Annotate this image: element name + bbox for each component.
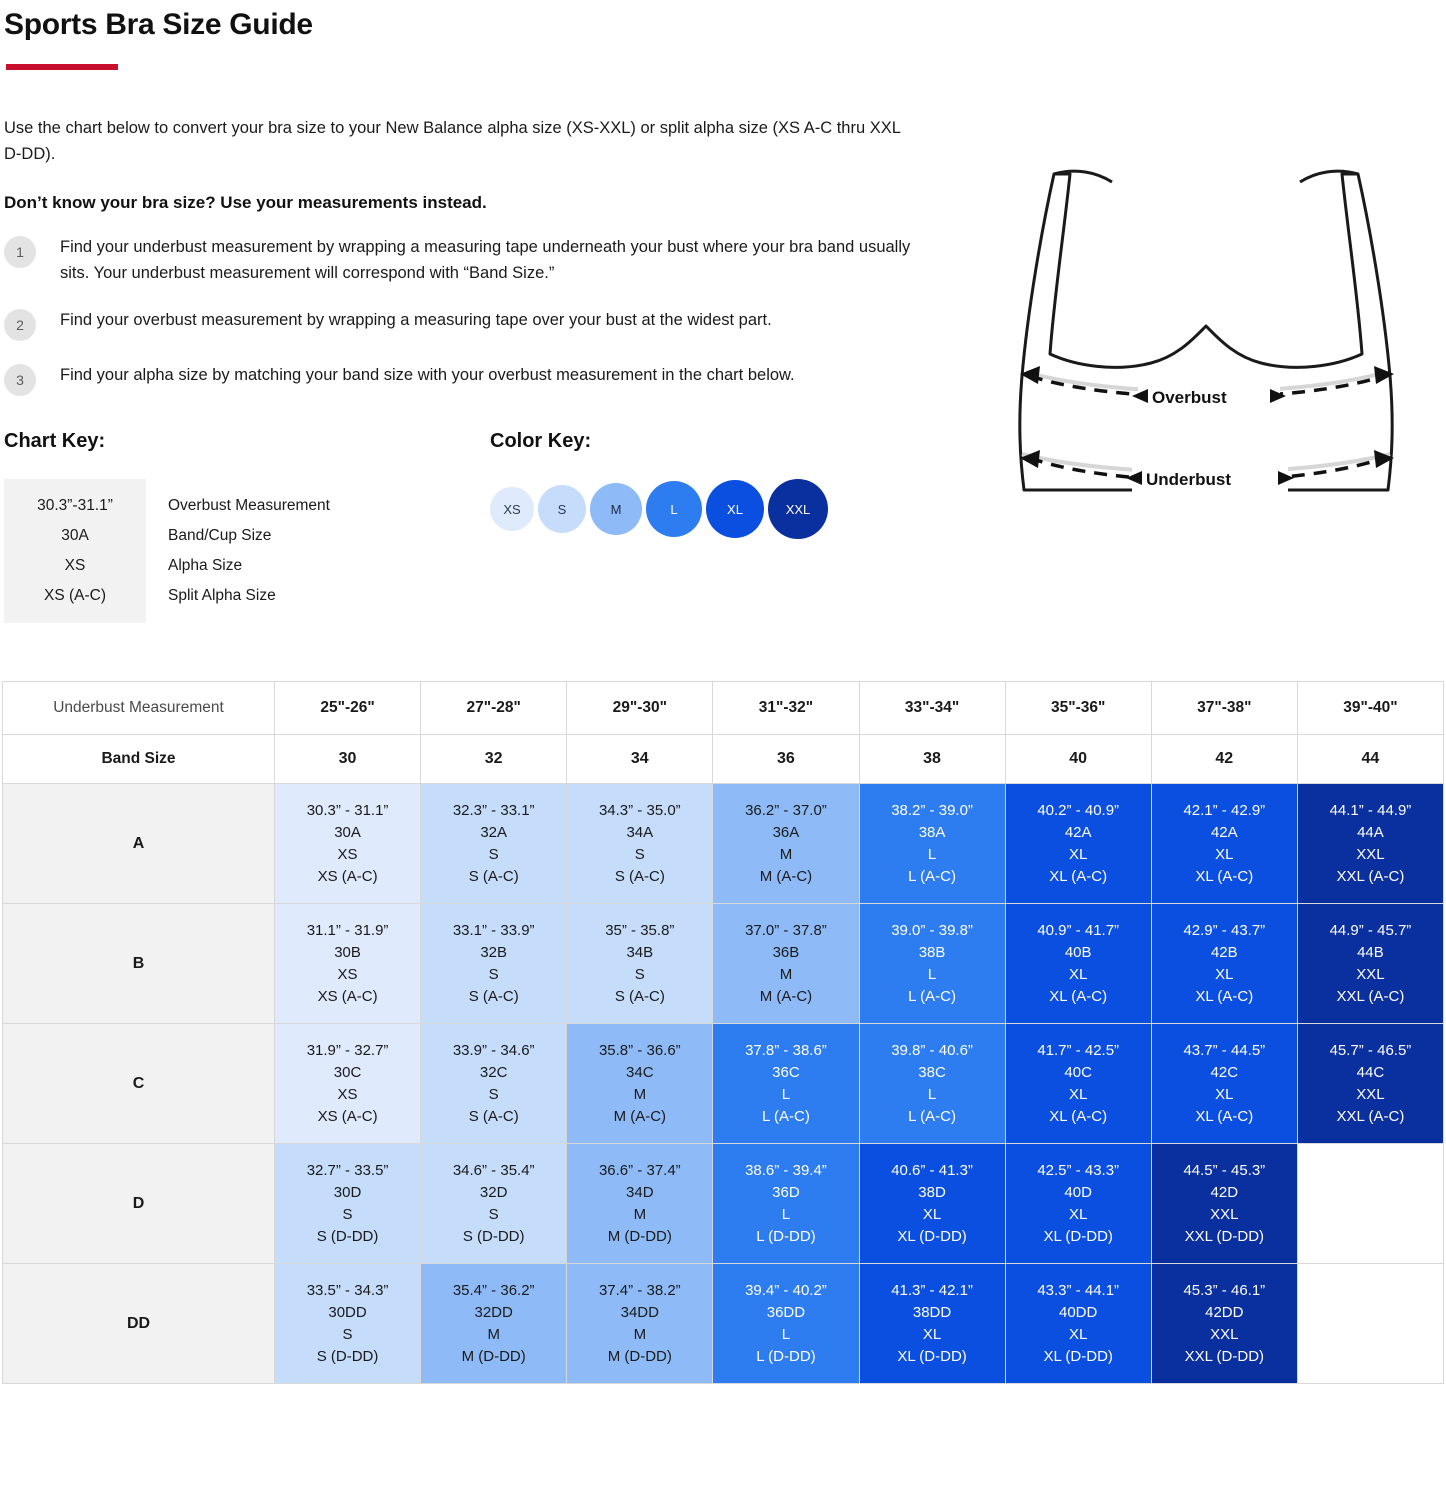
table-cell-size <box>1005 1264 1151 1384</box>
alpha-size: XL <box>1069 1205 1088 1223</box>
overbust-measurement: 39.8” - 40.6” <box>891 1042 973 1060</box>
alpha-size: L <box>927 1085 937 1103</box>
table-cell-size <box>1297 1024 1443 1144</box>
split-alpha-size: XXL (A-C) <box>1336 987 1405 1005</box>
table-cell-size <box>421 784 567 904</box>
split-alpha-size: M (A-C) <box>613 1107 667 1125</box>
underbust-range: 25"-26" <box>275 682 421 735</box>
overbust-measurement: 31.9” - 32.7” <box>306 1042 389 1060</box>
overbust-measurement: 31.1” - 31.9” <box>306 922 389 940</box>
table-cell-size <box>275 784 421 904</box>
overbust-measurement: 45.3” - 46.1” <box>1183 1282 1266 1300</box>
alpha-size: S <box>488 1205 499 1223</box>
table-cell-size <box>1151 784 1297 904</box>
band-cup-size: 32B <box>480 944 508 961</box>
split-alpha-size: S (D-DD) <box>316 1347 379 1365</box>
band-cup-size: 34DD <box>620 1304 659 1321</box>
band-cup-size: 30D <box>333 1184 362 1201</box>
band-cup-size: 34C <box>626 1064 654 1081</box>
split-alpha-size: XXL (D-DD) <box>1184 1347 1265 1365</box>
table-cell-size <box>859 1144 1005 1264</box>
overbust-measurement: 41.7” - 42.5” <box>1037 1042 1120 1060</box>
band-cup-size: 36A <box>772 824 800 841</box>
alpha-size: XS <box>337 845 358 863</box>
split-alpha-size: XXL (A-C) <box>1336 1107 1405 1125</box>
overbust-measurement: 36.6” - 37.4” <box>598 1162 681 1180</box>
split-alpha-size: S (A-C) <box>614 987 665 1005</box>
band-cup-size: 32C <box>479 1064 508 1081</box>
chart-key-heading: Chart Key: <box>4 430 106 453</box>
split-alpha-size: XXL (D-DD) <box>1184 1227 1265 1245</box>
step-text: Find your overbust measurement by wrapping a measuring tape over your bust at the widest part. <box>60 311 772 330</box>
band-cup-size: 40B <box>1064 944 1092 961</box>
overbust-measurement: 42.1” - 42.9” <box>1183 802 1266 820</box>
table-cell-size <box>567 904 713 1024</box>
table-cell-size <box>1005 784 1151 904</box>
band-cup-size: 30C <box>333 1064 362 1081</box>
size-chart-table <box>2 681 1444 1384</box>
alpha-size: M <box>633 1085 647 1103</box>
overbust-label: Overbust <box>1152 388 1227 407</box>
table-cell-size <box>713 1024 859 1144</box>
alpha-size: XL <box>1069 1325 1088 1343</box>
alpha-size: M <box>779 965 793 983</box>
split-alpha-size: XL (D-DD) <box>1043 1227 1113 1245</box>
alpha-size: M <box>487 1325 500 1343</box>
split-alpha-size: XS (A-C) <box>317 987 378 1005</box>
alpha-size: XL <box>922 1205 942 1223</box>
page-title: Sports Bra Size Guide <box>4 8 313 41</box>
band-cup-size: 38A <box>918 824 946 841</box>
split-alpha-size: M (D-DD) <box>461 1347 526 1365</box>
split-alpha-size: XL (A-C) <box>1195 987 1254 1005</box>
table-cell-size <box>275 1144 421 1264</box>
overbust-measurement: 40.2” - 40.9” <box>1037 802 1120 820</box>
band-size: 32 <box>421 735 567 784</box>
table-cell-size <box>713 1144 859 1264</box>
overbust-measurement: 37.8” - 38.6” <box>745 1042 827 1060</box>
table-row <box>3 1144 1444 1264</box>
alpha-size: XS <box>337 965 358 983</box>
table-cell-size <box>1005 1024 1151 1144</box>
color-key <box>490 430 832 623</box>
cup-size-label: D <box>3 1144 275 1264</box>
split-alpha-size: XL (A-C) <box>1049 867 1108 885</box>
underbust-header-label: Underbust Measurement <box>3 682 275 735</box>
overbust-measurement: 37.0” - 37.8” <box>745 922 827 940</box>
table-cell-size <box>859 1264 1005 1384</box>
table-cell-size <box>1005 1144 1151 1264</box>
step-number-badge: 1 <box>4 236 36 268</box>
chart-key-sample: 30A <box>61 527 89 545</box>
alpha-size: S <box>488 1085 499 1103</box>
overbust-measurement: 45.7” - 46.5” <box>1329 1042 1412 1060</box>
alpha-size: XL <box>1069 965 1088 983</box>
table-cell-size <box>1297 784 1443 904</box>
underbust-label: Underbust <box>1146 470 1231 489</box>
band-cup-size: 36B <box>772 944 800 961</box>
alpha-size: S <box>342 1325 353 1343</box>
underbust-range: 33"-34" <box>859 682 1005 735</box>
overbust-measurement: 33.1” - 33.9” <box>452 922 535 940</box>
alpha-size: XL <box>1069 1085 1088 1103</box>
color-swatch-xl: XL <box>706 480 764 538</box>
alpha-size: XL <box>922 1325 942 1343</box>
chart-key-meanings <box>146 479 330 623</box>
overbust-measurement: 36.2” - 37.0” <box>745 802 827 820</box>
split-alpha-size: L (A-C) <box>762 1107 810 1125</box>
split-alpha-size: XL (D-DD) <box>1043 1347 1113 1365</box>
band-cup-size: 44A <box>1357 824 1384 841</box>
overbust-measurement: 32.7” - 33.5” <box>306 1162 389 1180</box>
band-cup-size: 38C <box>918 1064 946 1081</box>
split-alpha-size: L (D-DD) <box>756 1347 816 1365</box>
table-cell-size <box>275 1024 421 1144</box>
underbust-range: 39"-40" <box>1297 682 1443 735</box>
overbust-measurement: 40.6” - 41.3” <box>891 1162 973 1180</box>
alpha-size: S <box>488 845 499 863</box>
table-cell-size <box>859 1024 1005 1144</box>
color-key-heading: Color Key: <box>490 430 592 453</box>
cup-size-label: DD <box>3 1264 275 1384</box>
table-cell-size <box>567 1264 713 1384</box>
table-cell-size <box>713 904 859 1024</box>
chart-key-sample: 30.3”-31.1” <box>37 497 113 515</box>
overbust-measurement: 34.6” - 35.4” <box>452 1162 535 1180</box>
alpha-size: S <box>488 965 499 983</box>
table-row <box>3 1264 1444 1384</box>
band-cup-size: 36C <box>772 1064 800 1081</box>
overbust-measurement: 35.8” - 36.6” <box>598 1042 681 1060</box>
split-alpha-size: XL (A-C) <box>1195 867 1254 885</box>
split-alpha-size: M (A-C) <box>759 867 813 885</box>
alpha-size: L <box>927 965 937 983</box>
alpha-size: XXL <box>1356 1085 1385 1103</box>
table-cell-size <box>567 1144 713 1264</box>
split-alpha-size: S (A-C) <box>614 867 665 885</box>
split-alpha-size: L (A-C) <box>908 987 956 1005</box>
band-cup-size: 36DD <box>766 1304 806 1321</box>
band-size: 44 <box>1297 735 1443 784</box>
step-number-badge: 2 <box>4 309 36 341</box>
title-accent-rule <box>6 64 118 70</box>
band-cup-size: 42DD <box>1205 1304 1244 1321</box>
alpha-size: XL <box>1215 1085 1234 1103</box>
split-alpha-size: XL (A-C) <box>1049 987 1108 1005</box>
split-alpha-size: XL (A-C) <box>1195 1107 1254 1125</box>
table-cell-size <box>713 1264 859 1384</box>
alpha-size: XL <box>1215 965 1234 983</box>
underbust-range: 35"-36" <box>1005 682 1151 735</box>
alpha-size: S <box>342 1205 353 1223</box>
split-alpha-size: M (D-DD) <box>607 1347 672 1365</box>
cup-size-label: B <box>3 904 275 1024</box>
color-swatch-xxl: XXL <box>768 479 828 539</box>
alpha-size: L <box>781 1205 791 1223</box>
split-alpha-size: XL (A-C) <box>1049 1107 1108 1125</box>
overbust-measurement: 30.3” - 31.1” <box>306 802 389 820</box>
alpha-size: XXL <box>1356 965 1385 983</box>
split-alpha-size: S (D-DD) <box>316 1227 379 1245</box>
overbust-measurement: 33.9” - 34.6” <box>452 1042 535 1060</box>
band-cup-size: 32DD <box>474 1304 513 1321</box>
split-alpha-size: M (D-DD) <box>607 1227 672 1245</box>
band-size: 36 <box>713 735 859 784</box>
table-header-band-row <box>3 735 1444 784</box>
alpha-size: M <box>633 1325 647 1343</box>
alpha-size: XL <box>1069 845 1088 863</box>
cup-size-label: C <box>3 1024 275 1144</box>
color-key-swatches <box>490 479 832 539</box>
alpha-size: S <box>634 965 645 983</box>
split-alpha-size: M (A-C) <box>759 987 813 1005</box>
table-cell-size <box>421 1264 567 1384</box>
overbust-measurement: 43.7” - 44.5” <box>1183 1042 1266 1060</box>
band-cup-size: 42B <box>1210 944 1238 961</box>
underbust-range: 29"-30" <box>567 682 713 735</box>
band-size: 42 <box>1151 735 1297 784</box>
split-alpha-size: XL (D-DD) <box>897 1227 967 1245</box>
alpha-size: S <box>634 845 645 863</box>
alpha-size: L <box>781 1085 791 1103</box>
size-chart-section <box>0 681 1446 1384</box>
chart-key-sample: XS <box>64 557 86 575</box>
band-cup-size: 30DD <box>328 1304 367 1321</box>
chart-key-table <box>4 479 474 623</box>
table-cell-size <box>1151 1024 1297 1144</box>
split-alpha-size: XS (A-C) <box>317 1107 378 1125</box>
band-cup-size: 42A <box>1210 824 1238 841</box>
color-swatch-s: S <box>538 485 586 533</box>
alpha-size: XL <box>1215 845 1234 863</box>
overbust-measurement: 44.9” - 45.7” <box>1329 922 1412 940</box>
overbust-measurement: 37.4” - 38.2” <box>598 1282 681 1300</box>
chart-key-sample: XS (A-C) <box>44 587 106 605</box>
table-cell-size <box>859 784 1005 904</box>
overbust-measurement: 44.1” - 44.9” <box>1329 802 1412 820</box>
table-row <box>3 784 1444 904</box>
table-cell-size <box>1151 1264 1297 1384</box>
table-cell-size <box>1005 904 1151 1024</box>
table-cell-empty <box>1297 1144 1443 1264</box>
band-cup-size: 42D <box>1210 1184 1239 1201</box>
band-size: 30 <box>275 735 421 784</box>
overbust-measurement: 44.5” - 45.3” <box>1183 1162 1266 1180</box>
band-cup-size: 30A <box>334 824 361 841</box>
table-row <box>3 904 1444 1024</box>
band-cup-size: 32A <box>480 824 508 841</box>
step-text: Find your alpha size by matching your band size with your overbust measurement in the chart below. <box>60 366 795 385</box>
bra-diagram-icon <box>996 158 1416 528</box>
band-size: 40 <box>1005 735 1151 784</box>
band-cup-size: 38DD <box>912 1304 952 1321</box>
band-cup-size: 38D <box>918 1184 946 1201</box>
split-alpha-size: S (A-C) <box>468 867 519 885</box>
band-cup-size: 42A <box>1064 824 1092 841</box>
table-cell-size <box>713 784 859 904</box>
size-guide-page <box>0 8 1446 1384</box>
alpha-size: L <box>927 845 937 863</box>
intro-text: Use the chart below to convert your bra size to your New Balance alpha size (XS-XXL) or split alpha size (XS A-C thru XXL D-DD). <box>4 119 901 163</box>
table-header-underbust-row <box>3 682 1444 735</box>
split-alpha-size: S (A-C) <box>468 987 519 1005</box>
split-alpha-size: S (A-C) <box>468 1107 519 1125</box>
split-alpha-size: L (D-DD) <box>756 1227 816 1245</box>
overbust-measurement: 39.0” - 39.8” <box>891 922 973 940</box>
overbust-measurement: 35.4” - 36.2” <box>452 1282 535 1300</box>
table-cell-size <box>421 1024 567 1144</box>
table-cell-size <box>421 904 567 1024</box>
chart-key-meaning: Band/Cup Size <box>168 527 272 545</box>
band-cup-size: 42C <box>1210 1064 1239 1081</box>
color-swatch-xs: XS <box>490 487 534 531</box>
alpha-size: L <box>781 1325 791 1343</box>
color-swatch-m: M <box>590 483 642 535</box>
split-alpha-size: XXL (A-C) <box>1336 867 1405 885</box>
overbust-measurement: 38.2” - 39.0” <box>891 802 973 820</box>
overbust-measurement: 43.3” - 44.1” <box>1037 1282 1120 1300</box>
intro-paragraph <box>0 116 905 167</box>
band-cup-size: 34D <box>626 1184 654 1201</box>
table-cell-size <box>275 1264 421 1384</box>
table-cell-size <box>421 1144 567 1264</box>
alpha-size: XS <box>337 1085 358 1103</box>
underbust-range: 37"-38" <box>1151 682 1297 735</box>
band-size-header-label: Band Size <box>3 735 275 784</box>
band-cup-size: 36D <box>772 1184 800 1201</box>
split-alpha-size: L (A-C) <box>908 1107 956 1125</box>
table-cell-size <box>567 1024 713 1144</box>
split-alpha-size: L (A-C) <box>908 867 956 885</box>
sports-bra-illustration <box>996 158 1416 528</box>
band-cup-size: 38B <box>918 944 946 961</box>
table-cell-empty <box>1297 1264 1443 1384</box>
table-cell-size <box>859 904 1005 1024</box>
table-cell-size <box>567 784 713 904</box>
overbust-measurement: 34.3” - 35.0” <box>598 802 681 820</box>
chart-key-meaning: Alpha Size <box>168 557 243 575</box>
overbust-measurement: 35” - 35.8” <box>605 922 675 940</box>
intro-subheading: Don’t know your bra size? Use your measurements instead. <box>4 193 487 213</box>
split-alpha-size: XL (D-DD) <box>897 1347 967 1365</box>
alpha-size: M <box>779 845 793 863</box>
chart-key-meaning: Overbust Measurement <box>168 497 330 515</box>
alpha-size: XXL <box>1356 845 1385 863</box>
split-alpha-size: S (D-DD) <box>462 1227 525 1245</box>
band-cup-size: 40D <box>1064 1184 1092 1201</box>
color-swatch-l: L <box>646 481 702 537</box>
overbust-measurement: 38.6” - 39.4” <box>745 1162 827 1180</box>
page-header <box>0 8 1446 70</box>
table-cell-size <box>275 904 421 1024</box>
overbust-measurement: 42.9” - 43.7” <box>1183 922 1266 940</box>
step-text: Find your underbust measurement by wrapping a measuring tape underneath your bust where your bra band usually sits. Your underbust measurement will correspond with “Band Size.” <box>60 238 911 282</box>
table-cell-size <box>1151 904 1297 1024</box>
band-cup-size: 34B <box>626 944 654 961</box>
band-cup-size: 32D <box>479 1184 508 1201</box>
band-size: 34 <box>567 735 713 784</box>
table-cell-size <box>1151 1144 1297 1264</box>
alpha-size: XXL <box>1210 1205 1239 1223</box>
overbust-measurement: 32.3” - 33.1” <box>452 802 535 820</box>
band-cup-size: 40DD <box>1059 1304 1098 1321</box>
band-cup-size: 44B <box>1357 944 1384 961</box>
table-cell-size <box>1297 904 1443 1024</box>
band-cup-size: 30B <box>334 944 361 961</box>
band-cup-size: 34A <box>626 824 654 841</box>
band-size: 38 <box>859 735 1005 784</box>
chart-key <box>4 430 474 623</box>
alpha-size: M <box>633 1205 647 1223</box>
chart-key-meaning: Split Alpha Size <box>168 587 276 605</box>
split-alpha-size: XS (A-C) <box>317 867 378 885</box>
overbust-measurement: 33.5” - 34.3” <box>306 1282 389 1300</box>
cup-size-label: A <box>3 784 275 904</box>
size-chart-body <box>3 784 1444 1384</box>
overbust-measurement: 39.4” - 40.2” <box>745 1282 827 1300</box>
table-row <box>3 1024 1444 1144</box>
band-cup-size: 40C <box>1064 1064 1092 1081</box>
underbust-range: 27"-28" <box>421 682 567 735</box>
underbust-range: 31"-32" <box>713 682 859 735</box>
step-number-badge: 3 <box>4 364 36 396</box>
chart-key-samples <box>4 479 146 623</box>
band-cup-size: 44C <box>1356 1064 1385 1081</box>
overbust-measurement: 42.5” - 43.3” <box>1037 1162 1120 1180</box>
overbust-measurement: 40.9” - 41.7” <box>1037 922 1120 940</box>
alpha-size: XXL <box>1210 1325 1239 1343</box>
overbust-measurement: 41.3” - 42.1” <box>891 1282 973 1300</box>
